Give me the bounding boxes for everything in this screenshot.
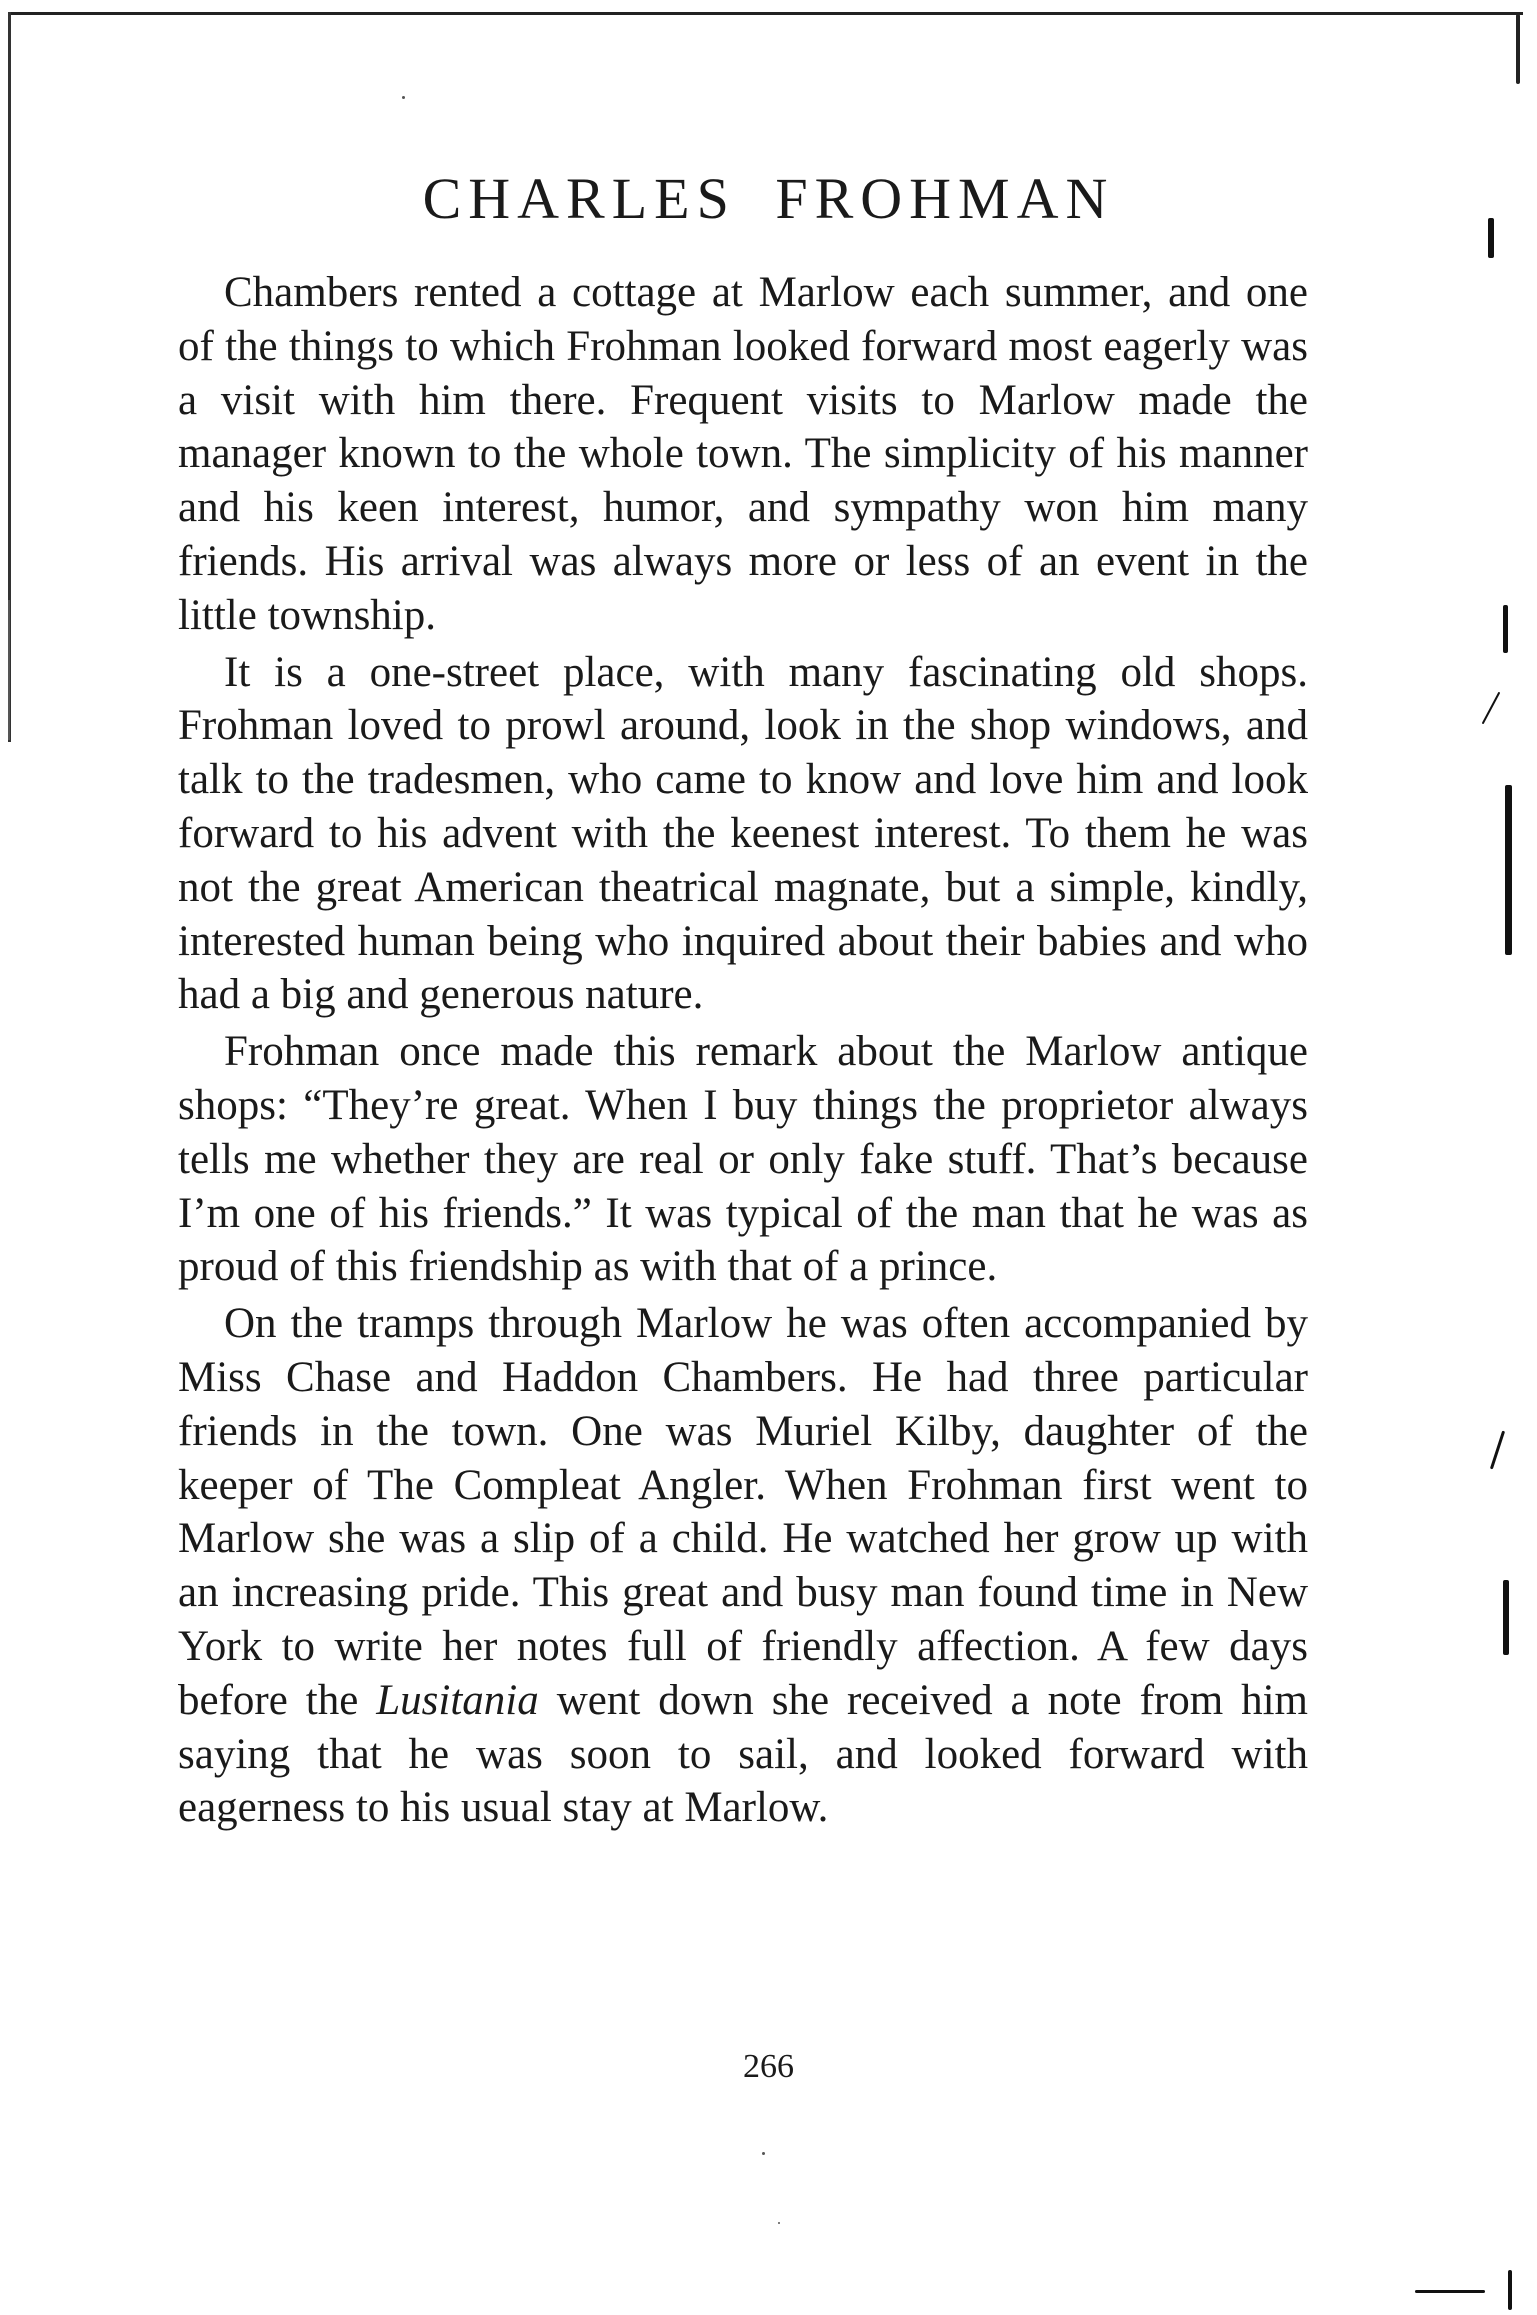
paragraph [178, 266, 1308, 643]
page-number: 266 [743, 2048, 794, 2085]
margin-mark [1490, 1431, 1505, 1470]
paragraph-text: Chambers rented a cottage at Marlow each summer, and one of the things to which Frohman looked forward most eagerly was a visit with him there. Frequent visits to Marlow made the manager known to the whole town. The simplicity of his manner and his keen interest, humor, and sympathy won him many friends. His arrival was always more or less of an event in the little township. [178, 269, 1308, 639]
margin-mark [1482, 692, 1501, 725]
dust-speck [402, 96, 405, 99]
scan-border-top [8, 12, 1523, 15]
margin-mark [1508, 2270, 1512, 2310]
paragraph-text-continued: went down she received a note from him saying that he was soon to sail, and looked forward with eagerness to his usual stay at Marlow. [178, 1676, 1309, 1832]
paragraph-text: It is a one-street place, with many fascinating old shops. Frohman loved to prowl around, look in the shop windows, and talk to the tradesmen, who came to know and love him and look forward to his advent with the keenest interest. To them he was not the great American theatrical magnate, but a simple, kindly, interested human being who inquired about their babies and who had a big and generous nature. [178, 648, 1308, 1019]
dust-speck [778, 2222, 780, 2224]
margin-mark [1503, 605, 1508, 653]
body-text [178, 266, 1308, 1835]
dust-speck [762, 2152, 765, 2155]
paragraph-text: On the tramps through Marlow he was often accompanied by Miss Chase and Haddon Chambers. He had three particular friends in the town. One was Muriel Kilby, daughter of the keeper of The Compleat Angler. When Frohman first went to Marlow she was a slip of a child. He watched her grow up with an increasing pride. This great and busy man found time in New York to write her notes full of friendly affection. A few days before the [178, 1300, 1308, 1724]
margin-mark [1415, 2290, 1485, 2293]
paragraph [178, 1025, 1308, 1294]
paragraph [178, 646, 1308, 1023]
paragraph [178, 1297, 1308, 1835]
running-head: CHARLES FROHMAN [422, 166, 1115, 231]
margin-mark [1505, 785, 1512, 955]
scan-border-left-shadow [8, 600, 10, 740]
margin-mark [1503, 1580, 1509, 1655]
ship-name-italic: Lusitania [376, 1676, 539, 1724]
paragraph-text: Frohman once made this remark about the Marlow antique shops: “They’re great. When I buy things the proprietor always tells me whether they are real or only fake stuff. That’s because I’m one of his friends.” It was typical of the man that he was as proud of this friendship as with that of a prince. [178, 1028, 1308, 1291]
scan-border-right-bracket [1516, 14, 1520, 84]
